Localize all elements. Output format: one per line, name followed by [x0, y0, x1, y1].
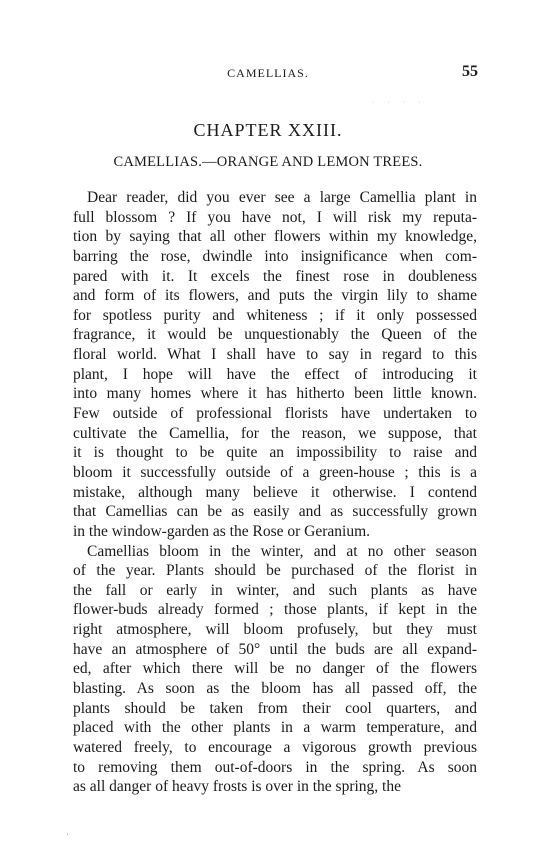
paper-specks: · · · · [372, 100, 427, 106]
chapter-title: CHAPTER XXIII. [193, 120, 343, 140]
running-title: CAMELLIAS. [227, 66, 309, 80]
text-line: to removing them out-of-doors in the spring. As soon [73, 758, 477, 776]
text-line: have an atmosphere of 50° until the buds are all expand- [73, 640, 477, 658]
text-line: and form of its flowers, and puts the virgin lily to shame [73, 287, 477, 305]
chapter-subtitle: CAMELLIAS.—ORANGE AND LEMON TREES. [113, 154, 423, 170]
text-line: tion by saying that all other flowers within my knowledge, [73, 228, 477, 246]
text-line: blasting. As soon as the bloom has all passed off, the [73, 680, 477, 698]
text-line: Few outside of professional florists have undertaken to [73, 405, 477, 423]
page-number: 55 [462, 63, 478, 80]
text-line: bloom it successfully outside of a green-house ; this is a [73, 463, 477, 481]
text-line: fragrance, it would be unquestionably the Queen of the [73, 326, 477, 344]
text-line: flower-buds already formed ; those plants, if kept in the [73, 601, 477, 619]
text-line: Dear reader, did you ever see a large Camellia plant in [87, 189, 477, 206]
text-line: placed with the other plants in a warm temperature, and [73, 719, 477, 737]
text-line: pared with it. It excels the finest rose in doubleness [73, 267, 477, 285]
text-line: full blossom ? If you have not, I will risk my reputa- [73, 208, 477, 226]
text-line: it is thought to be quite an impossibility to raise and [73, 444, 477, 462]
text-line: plant, I hope will have the effect of introducing it [73, 365, 477, 383]
text-line: of the year. Plants should be purchased of the florist in [73, 562, 477, 580]
text-line: plants should be taken from their cool quarters, and [73, 699, 477, 717]
text-line: floral world. What I shall have to say in regard to this [73, 346, 477, 364]
text-line: into many homes where it has hitherto been little known. [73, 385, 477, 403]
text-line: ed, after which there will be no danger of the flowers [73, 660, 477, 678]
text-line: mistake, although many believe it otherwise. I contend [73, 483, 477, 501]
text-line: cultivate the Camellia, for the reason, we suppose, that [73, 424, 477, 442]
text-line: Camellias bloom in the winter, and at no other season [87, 542, 477, 560]
text-line: for spotless purity and whiteness ; if it only possessed [73, 306, 477, 324]
text-line: as all danger of heavy frosts is over in the spring, the [73, 778, 401, 796]
running-head [0, 63, 536, 83]
text-line: right atmosphere, will bloom profusely, but they must [73, 621, 477, 639]
text-line: watered freely, to encourage a vigorous growth previous [73, 738, 477, 756]
paper-mark: ˌ [66, 825, 69, 835]
text-line: barring the rose, dwindle into insignificance when com- [73, 247, 477, 265]
text-line: the fall or early in winter, and such plants as have [73, 581, 477, 599]
text-line: that Camellias can be as easily and as successfully grown [73, 503, 477, 521]
body-text [73, 188, 477, 797]
text-line: in the window-garden as the Rose or Geranium. [73, 522, 371, 540]
